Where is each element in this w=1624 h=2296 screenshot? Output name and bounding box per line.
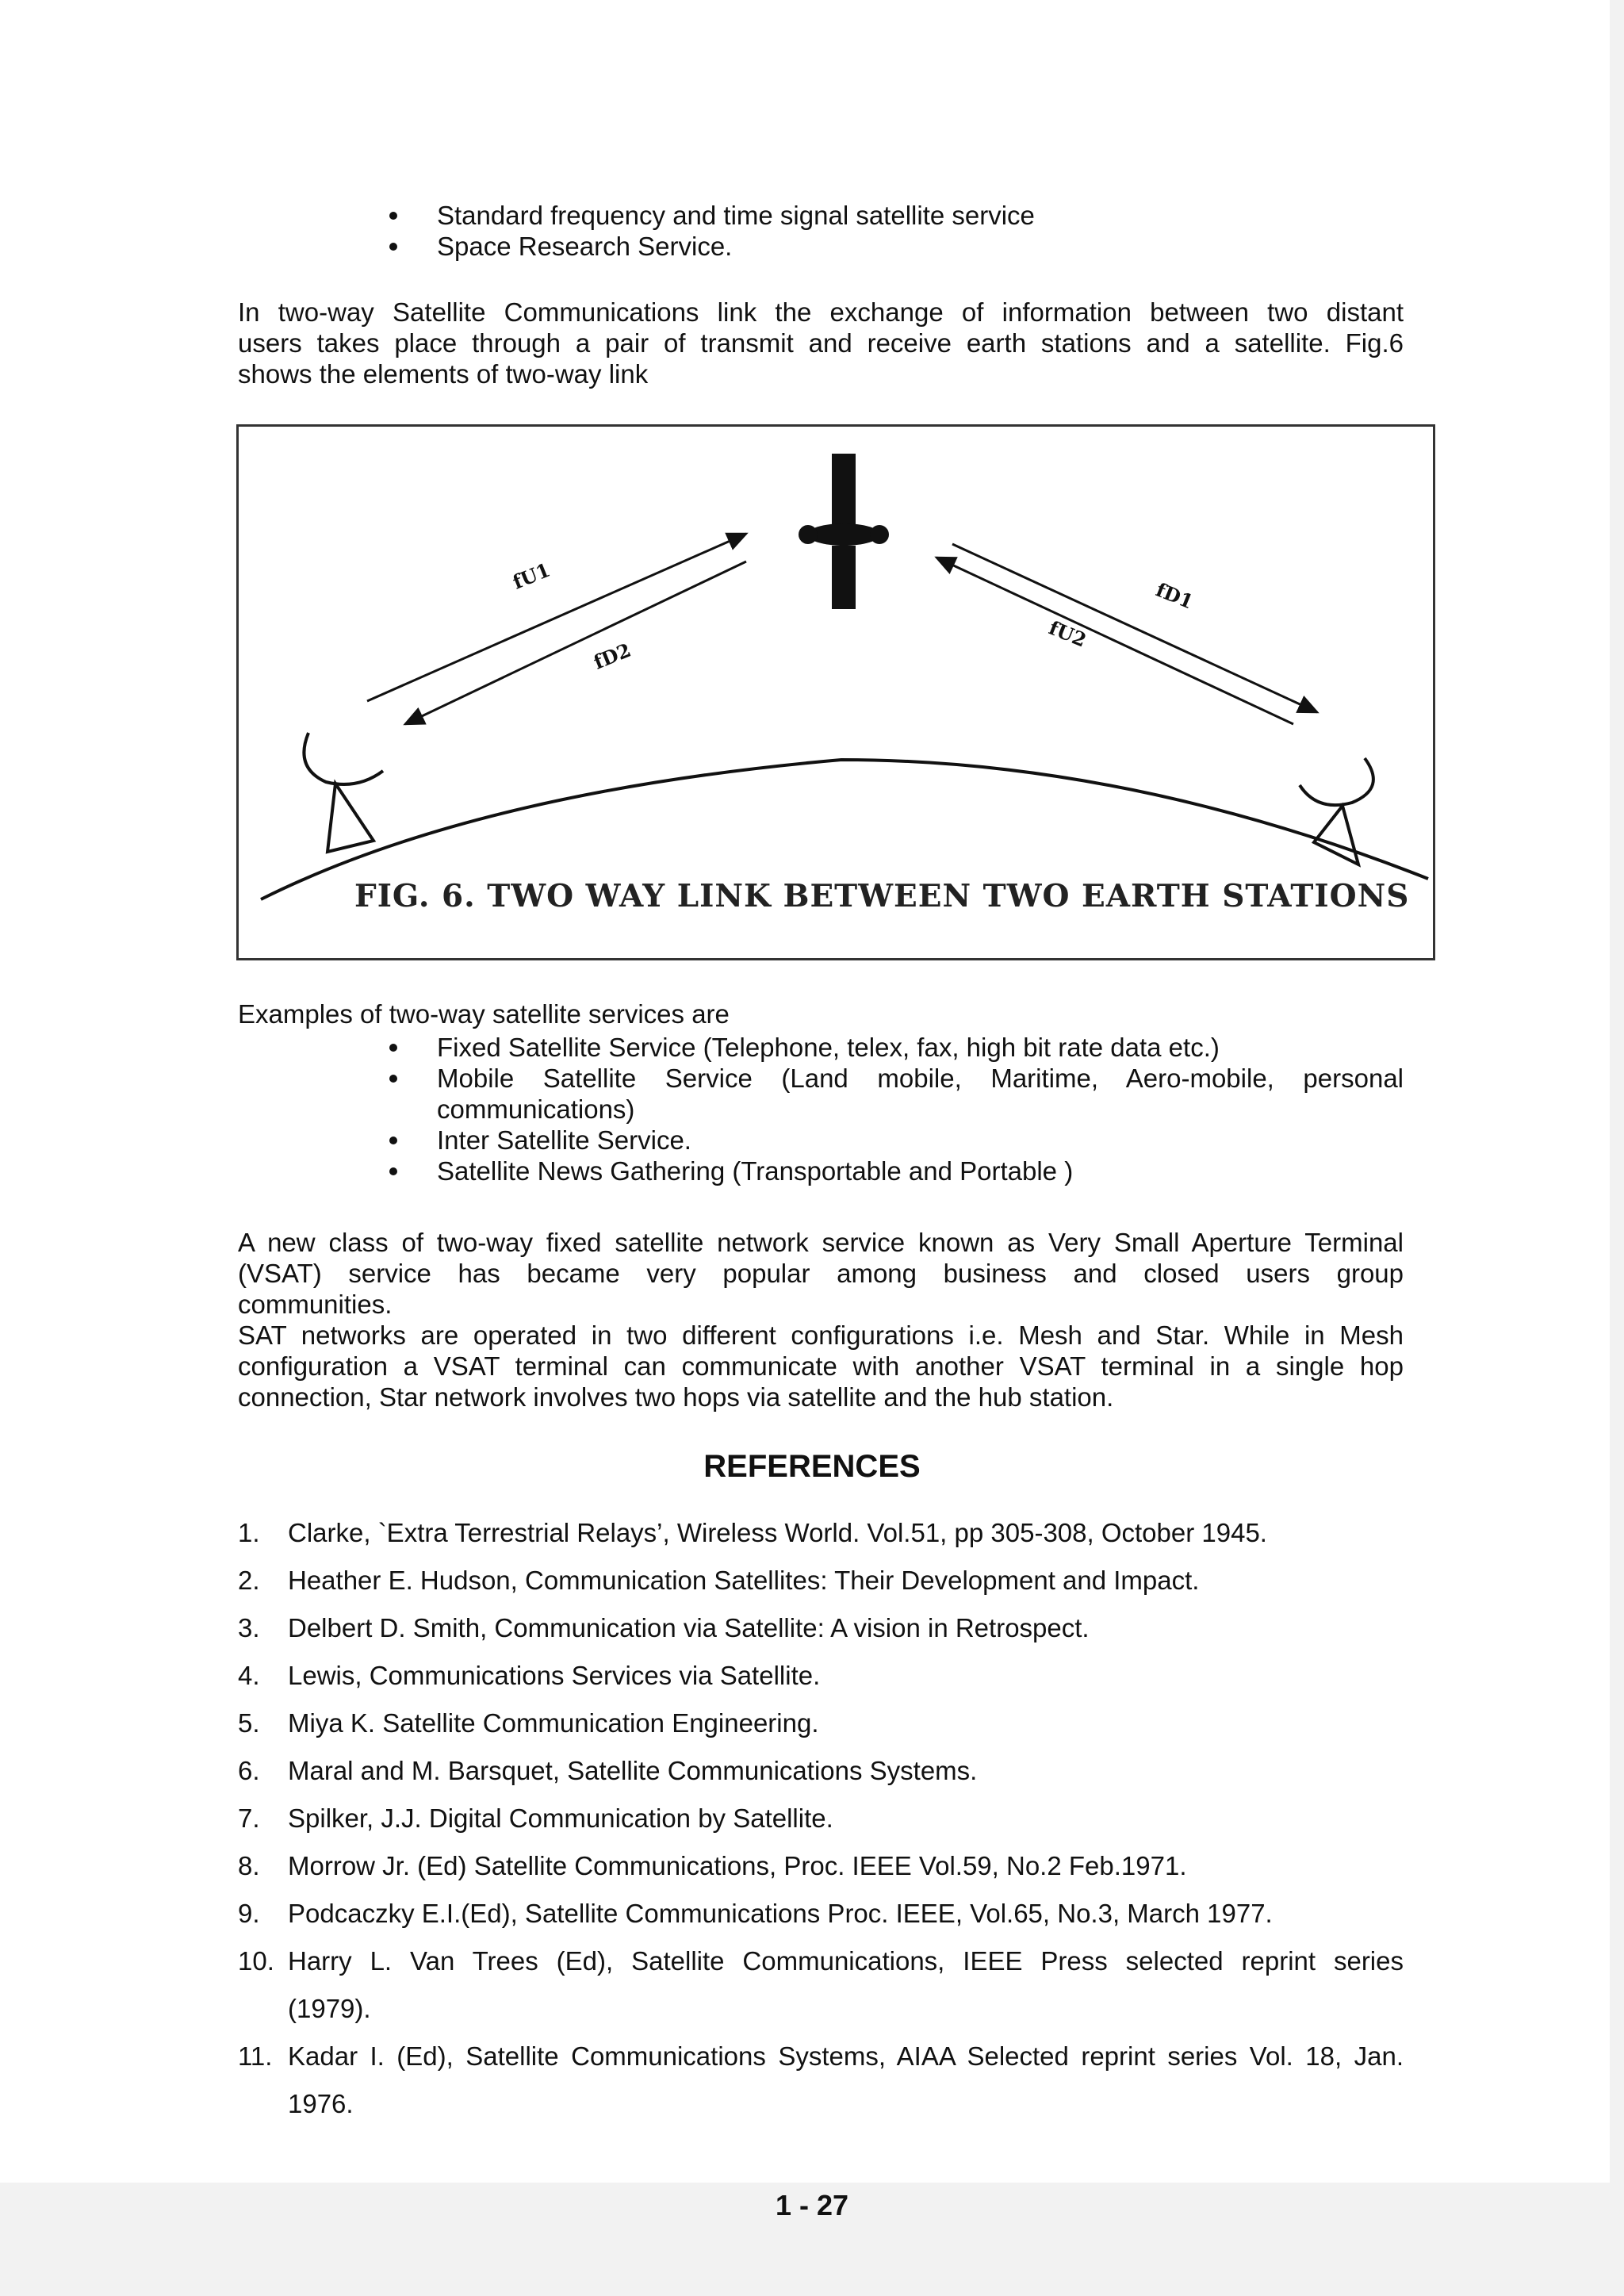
reference-item	[238, 1700, 1404, 1747]
reference-number: 3.	[238, 1613, 260, 1642]
example-line: Mobile Satellite Service (Land mobile, Maritime, Aero-mobile, personal	[437, 1064, 1404, 1093]
example-item	[387, 1156, 1404, 1186]
paragraph-line: users takes place through a pair of transmit and receive earth stations and a satellite. Fig.6	[238, 328, 1404, 358]
reference-number: 1.	[238, 1518, 260, 1547]
paragraph-line: SAT networks are operated in two different configurations i.e. Mesh and Star. While in Mesh	[238, 1320, 1404, 1350]
downlink-arrow-left	[405, 562, 746, 724]
reference-text: Heather E. Hudson, Communication Satellites: Their Development and Impact.	[288, 1566, 1200, 1595]
label-fd2: fD2	[590, 638, 634, 674]
reference-item	[238, 1557, 1404, 1604]
figure-diagram	[239, 427, 1433, 958]
reference-number: 4.	[238, 1661, 260, 1690]
example-item	[387, 1063, 1404, 1125]
examples-list	[387, 1032, 1404, 1186]
label-fd1: fD1	[1152, 577, 1197, 614]
paragraph-line: shows the elements of two-way link	[238, 359, 649, 389]
figure-caption: FIG. 6. TWO WAY LINK BETWEEN TWO EARTH STATIONS	[354, 878, 1410, 914]
reference-text: (1979).	[288, 1994, 371, 2023]
reference-text: Lewis, Communications Services via Satellite.	[288, 1661, 821, 1690]
left-earth-station-icon	[304, 733, 383, 852]
reference-text: Maral and M. Barsquet, Satellite Communications Systems.	[288, 1756, 978, 1785]
reference-text: Spilker, J.J. Digital Communication by Satellite.	[288, 1803, 833, 1833]
bullet-item	[387, 231, 1035, 262]
bullet-item	[387, 200, 1035, 231]
reference-item	[238, 1604, 1404, 1652]
bullet-text: Standard frequency and time signal satellite service	[437, 201, 1035, 230]
reference-item	[238, 1842, 1404, 1890]
uplink-arrow-left	[367, 534, 746, 701]
reference-number: 11.	[238, 2041, 273, 2071]
example-line: Satellite News Gathering (Transportable and Portable )	[437, 1156, 1074, 1186]
reference-number: 9.	[238, 1899, 260, 1928]
example-item	[387, 1125, 1404, 1156]
top-bullet-list	[387, 200, 1035, 262]
reference-number: 8.	[238, 1851, 260, 1880]
reference-item	[238, 1890, 1404, 1938]
reference-number: 7.	[238, 1803, 260, 1833]
reference-item	[238, 2033, 1404, 2128]
downlink-arrow-right	[952, 544, 1317, 712]
reference-text: Delbert D. Smith, Communication via Satellite: A vision in Retrospect.	[288, 1613, 1090, 1642]
example-line: Inter Satellite Service.	[437, 1125, 691, 1155]
reference-item	[238, 1652, 1404, 1700]
uplink-arrow-right	[936, 558, 1293, 724]
paragraph-line: connection, Star network involves two hops via satellite and the hub station.	[238, 1382, 1114, 1412]
reference-number: 6.	[238, 1756, 260, 1785]
paragraph-line: (VSAT) service has became very popular among business and closed users group	[238, 1259, 1404, 1288]
paragraph-line: A new class of two-way fixed satellite network service known as Very Small Aperture Terminal	[238, 1228, 1404, 1257]
paragraph-line: configuration a VSAT terminal can communicate with another VSAT terminal in a single hop	[238, 1351, 1404, 1381]
reference-text: Clarke, `Extra Terrestrial Relays’, Wireless World. Vol.51, pp 305-308, October 1945.	[288, 1518, 1267, 1547]
label-fu1: fU1	[509, 558, 553, 594]
reference-text: Podcaczky E.I.(Ed), Satellite Communications Proc. IEEE, Vol.65, No.3, March 1977.	[288, 1899, 1273, 1928]
reference-number: 2.	[238, 1566, 260, 1595]
paragraph-line: communities.	[238, 1290, 393, 1319]
reference-item	[238, 1795, 1404, 1842]
reference-number: 5.	[238, 1708, 260, 1738]
reference-text: Morrow Jr. (Ed) Satellite Communications, Proc. IEEE Vol.59, No.2 Feb.1971.	[288, 1851, 1187, 1880]
examples-intro: Examples of two-way satellite services are	[238, 999, 730, 1029]
page-number: 1 - 27	[775, 2189, 849, 2221]
reference-text: Kadar I. (Ed), Satellite Communications Systems, AIAA Selected reprint series Vol. 18, Jan.	[288, 2041, 1404, 2071]
reference-text: Harry L. Van Trees (Ed), Satellite Communications, IEEE Press selected reprint series	[288, 1946, 1404, 1976]
bullet-text: Space Research Service.	[437, 232, 733, 261]
paragraph-line: In two-way Satellite Communications link the exchange of information between two distant	[238, 297, 1404, 327]
example-line: communications)	[437, 1094, 635, 1124]
satellite-icon	[799, 454, 889, 609]
reference-text: 1976.	[288, 2089, 354, 2118]
references-heading: REFERENCES	[703, 1449, 921, 1484]
vsat-paragraph	[238, 1227, 1404, 1412]
example-item	[387, 1032, 1404, 1063]
right-earth-station-icon	[1300, 758, 1373, 864]
figure-two-way-link	[236, 424, 1435, 960]
references-list	[238, 1509, 1404, 2128]
label-fu2: fU2	[1045, 615, 1090, 652]
reference-item	[238, 1509, 1404, 1557]
reference-item	[238, 1938, 1404, 2033]
intro-paragraph	[238, 297, 1404, 389]
reference-text: Miya K. Satellite Communication Engineering.	[288, 1708, 819, 1738]
reference-item	[238, 1747, 1404, 1795]
example-line: Fixed Satellite Service (Telephone, telex, fax, high bit rate data etc.)	[437, 1033, 1220, 1062]
reference-number: 10.	[238, 1946, 274, 1976]
